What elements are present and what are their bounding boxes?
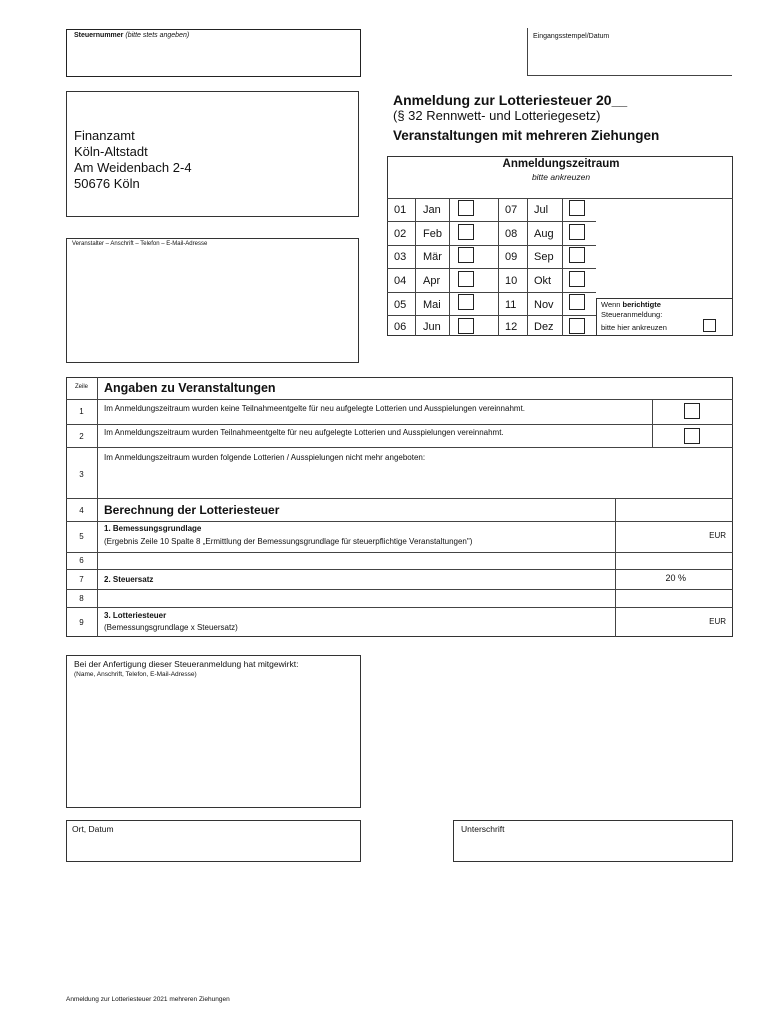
month-checkbox-mar[interactable]: [458, 247, 474, 263]
stamp-label: Eingangsstempel/Datum: [533, 33, 610, 40]
row5-value[interactable]: EUR: [709, 531, 726, 540]
row3-text: Im Anmeldungszeitraum wurden folgende Lotterien / Ausspielungen nicht mehr angeboten:: [104, 453, 426, 462]
month-checkbox-sep[interactable]: [569, 247, 585, 263]
tax-office-address: Finanzamt Köln-Altstadt Am Weidenbach 2-4 50676 Köln: [66, 91, 359, 217]
month-checkbox-nov[interactable]: [569, 294, 585, 310]
month-checkbox-jul[interactable]: [569, 200, 585, 216]
tax-number-field[interactable]: [66, 29, 361, 77]
row2-text: Im Anmeldungszeitraum wurden Teilnahmeentgelte für neu aufgelegte Lotterien und Ausspielungen vereinnahmt.: [104, 428, 504, 437]
period-section: Anmeldungszeitraum bitte ankreuzen: [387, 156, 733, 336]
place-date-field[interactable]: Ort, Datum: [66, 820, 361, 862]
row1-text: Im Anmeldungszeitraum wurden keine Teilnahmeentgelte für neu aufgelegte Lotterien und Ausspielungen vereinnahmt.: [104, 404, 526, 413]
month-checkbox-oct[interactable]: [569, 271, 585, 287]
month-checkbox-jun[interactable]: [458, 318, 474, 334]
correction-section: Wenn berichtigte Steueranmeldung: bitte hier ankreuzen: [596, 298, 733, 336]
month-checkbox-may[interactable]: [458, 294, 474, 310]
row1-checkbox[interactable]: [684, 403, 700, 419]
form-title-events: Veranstaltungen mit mehreren Ziehungen: [393, 128, 660, 143]
footer-text: Anmeldung zur Lotteriesteuer 2021 mehreren Ziehungen: [66, 996, 230, 1003]
correction-checkbox[interactable]: [703, 319, 716, 332]
month-checkbox-aug[interactable]: [569, 224, 585, 240]
organizer-label: Veranstalter – Anschrift – Telefon – E-Mail-Adresse: [72, 241, 208, 247]
row2-checkbox[interactable]: [684, 428, 700, 444]
form-subtitle: (§ 32 Rennwett- und Lotteriegesetz): [393, 108, 601, 123]
tax-rate-value: 20 %: [665, 573, 686, 583]
helper-field[interactable]: Bei der Anfertigung dieser Steueranmeldung hat mitgewirkt: (Name, Anschrift, Telefon, E-Mail-Adresse): [66, 655, 361, 808]
month-checkbox-jan[interactable]: [458, 200, 474, 216]
form-title: Anmeldung zur Lotteriesteuer 20__: [393, 92, 628, 108]
month-checkbox-apr[interactable]: [458, 271, 474, 287]
signature-field[interactable]: Unterschrift: [453, 820, 733, 862]
month-checkbox-feb[interactable]: [458, 224, 474, 240]
section-heading-events: Angaben zu Veranstaltungen: [104, 381, 276, 395]
month-checkbox-dec[interactable]: [569, 318, 585, 334]
section-heading-calc: Berechnung der Lotteriesteuer: [104, 503, 280, 517]
row9-value[interactable]: EUR: [709, 617, 726, 626]
tax-number-label: Steuernummer (bitte stets angeben): [74, 32, 190, 39]
organizer-field[interactable]: [66, 238, 359, 363]
